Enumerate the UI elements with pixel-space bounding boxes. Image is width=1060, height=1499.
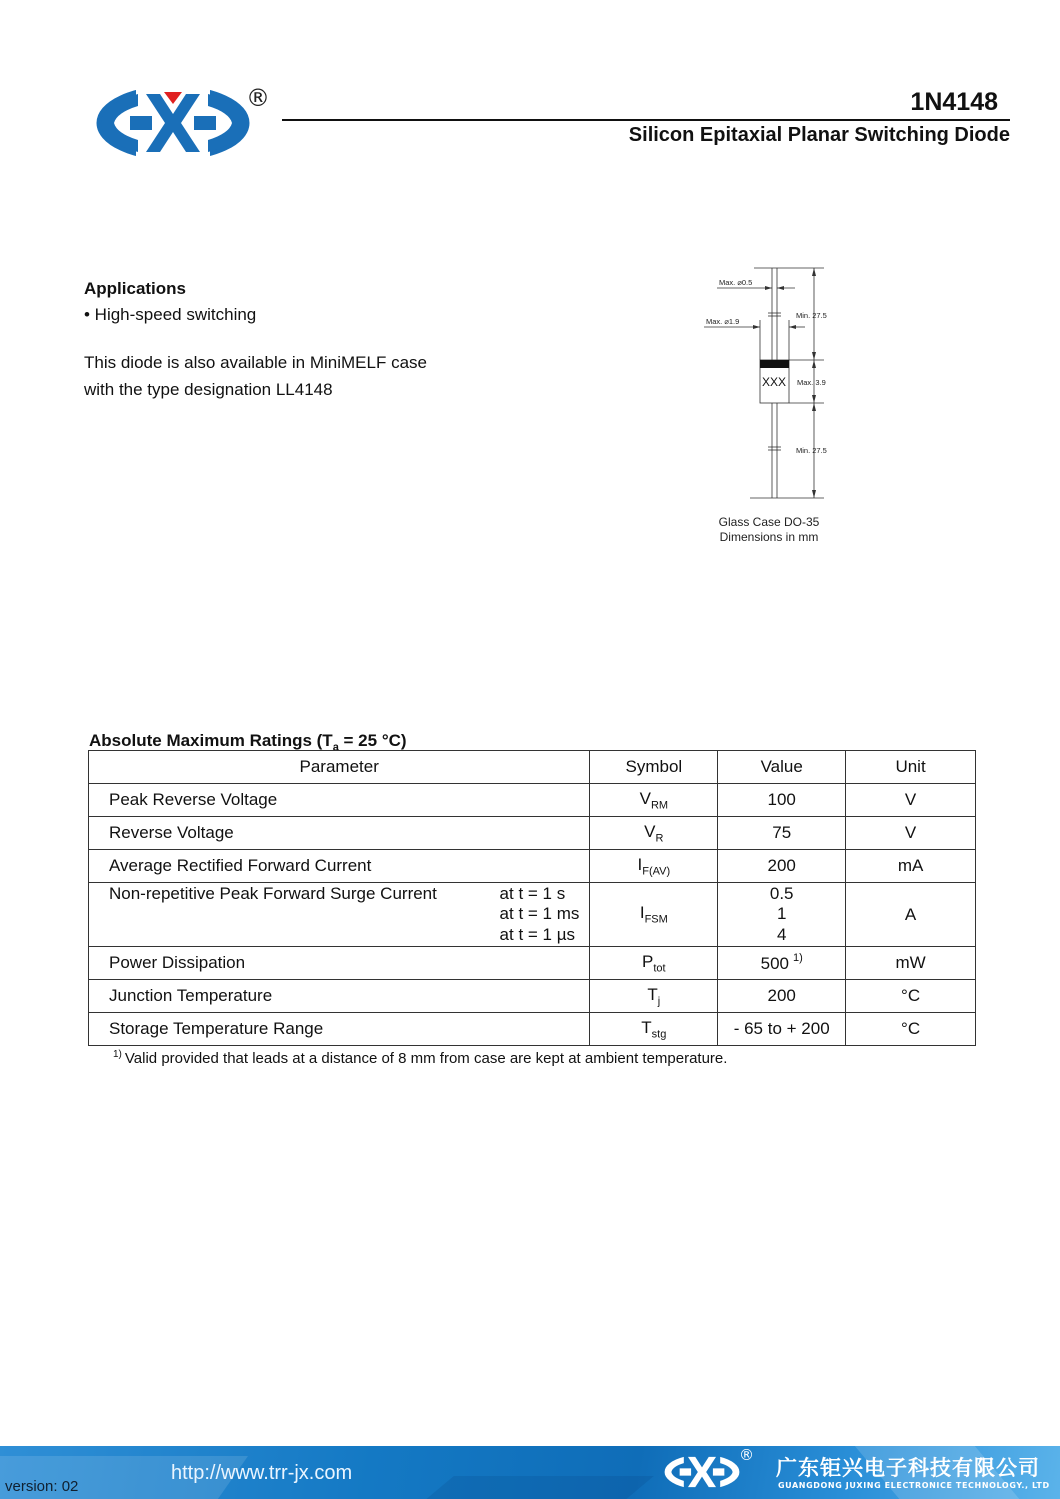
surge-condition: at t = 1 µs bbox=[499, 924, 576, 944]
row-value: 500 $^{1)}$ bbox=[718, 947, 846, 980]
row-symbol: $V_R$ bbox=[590, 817, 718, 850]
footer-logo bbox=[662, 1452, 742, 1492]
minimelf-note-line1: This diode is also available in MiniMELF case bbox=[84, 353, 427, 372]
diagram-caption bbox=[690, 515, 848, 545]
top-lead-length-label: Min. 27.5 bbox=[796, 311, 827, 320]
surge-conditions bbox=[500, 884, 580, 946]
table-row bbox=[89, 1013, 976, 1046]
bottom-lead-length-label: Min. 27.5 bbox=[796, 446, 827, 455]
header-symbol: Symbol bbox=[590, 751, 718, 784]
row-value: 75 bbox=[718, 817, 846, 850]
document-subtitle: Silicon Epitaxial Planar Switching Diode bbox=[628, 124, 1010, 146]
row-value: - 65 to + 200 bbox=[718, 1013, 846, 1046]
body-length-label: Max. 3.9 bbox=[797, 378, 826, 387]
ratings-title-suffix: = 25 °C) bbox=[338, 731, 407, 750]
surge-value: 0.5 bbox=[769, 883, 794, 903]
row-unit: °C bbox=[846, 980, 976, 1013]
version-label: version: 02 bbox=[5, 1478, 79, 1495]
row-parameter bbox=[89, 883, 590, 947]
header-value: Value bbox=[718, 751, 846, 784]
table-header-row bbox=[89, 751, 976, 784]
row-unit: V bbox=[846, 817, 976, 850]
table-row bbox=[89, 947, 976, 980]
row-unit: A bbox=[846, 883, 976, 947]
row-parameter: Average Rectified Forward Current bbox=[89, 850, 590, 883]
footer-banner bbox=[0, 1446, 1060, 1499]
row-unit: mW bbox=[846, 947, 976, 980]
row-unit: V bbox=[846, 784, 976, 817]
table-row bbox=[89, 980, 976, 1013]
row-value: 100 bbox=[718, 784, 846, 817]
lead-diameter-label: Max. ⌀0.5 bbox=[719, 278, 753, 287]
applications-section bbox=[84, 276, 427, 403]
row-parameter: Junction Temperature bbox=[89, 980, 590, 1013]
company-name-chinese: 广东钜兴电子科技有限公司 bbox=[776, 1456, 1040, 1480]
ratings-table bbox=[88, 750, 976, 1046]
table-row bbox=[89, 850, 976, 883]
ratings-title-prefix: Absolute Maximum Ratings (T bbox=[89, 731, 333, 750]
surge-condition: at t = 1 ms bbox=[499, 904, 580, 924]
footnote-text: Valid provided that leads at a distance of 8 mm from case are kept at ambient temperature. bbox=[124, 1050, 728, 1067]
footnote-mark: 1) bbox=[113, 1049, 122, 1060]
registered-mark: ® bbox=[246, 84, 270, 112]
row-symbol: $T_j$ bbox=[590, 980, 718, 1013]
ratings-footnote bbox=[113, 1049, 727, 1067]
row-parameter: Storage Temperature Range bbox=[89, 1013, 590, 1046]
row-symbol: $T_{stg}$ bbox=[590, 1013, 718, 1046]
company-name-english: GUANGDONG JUXING ELECTRONICE TECHNOLOGY., LTD bbox=[778, 1481, 1050, 1490]
ratings-title-sub: a bbox=[332, 741, 339, 754]
website-link[interactable]: http://www.trr-jx.com bbox=[171, 1462, 353, 1484]
diagram-caption-line2: Dimensions in mm bbox=[719, 530, 819, 544]
company-logo bbox=[96, 86, 250, 160]
row-symbol: $V_{RM}$ bbox=[590, 784, 718, 817]
cathode-band bbox=[760, 360, 789, 368]
header-unit: Unit bbox=[846, 751, 976, 784]
row-unit: mA bbox=[846, 850, 976, 883]
footnote-reference: 1) bbox=[792, 952, 803, 964]
row-symbol: $I_{F(AV)}$ bbox=[590, 850, 718, 883]
surge-value: 1 bbox=[776, 904, 787, 924]
minimelf-note-line2: with the type designation LL4148 bbox=[84, 380, 333, 399]
applications-title: Applications bbox=[84, 279, 187, 298]
row-value: 200 bbox=[718, 850, 846, 883]
row-symbol: $I_{FSM}$ bbox=[590, 883, 718, 947]
surge-value: 4 bbox=[776, 924, 787, 944]
row-value bbox=[718, 883, 846, 947]
row-parameter: Reverse Voltage bbox=[89, 817, 590, 850]
row-unit: °C bbox=[846, 1013, 976, 1046]
row-symbol: $P_{tot}$ bbox=[590, 947, 718, 980]
table-row bbox=[89, 784, 976, 817]
surge-condition: at t = 1 s bbox=[499, 883, 566, 903]
header-divider bbox=[282, 119, 1010, 121]
row-parameter: Peak Reverse Voltage bbox=[89, 784, 590, 817]
row-parameter: Power Dissipation bbox=[89, 947, 590, 980]
marking-label: XXX bbox=[762, 375, 787, 389]
minimelf-note bbox=[84, 349, 427, 403]
surge-parameter-label: Non-repetitive Peak Forward Surge Current bbox=[109, 883, 437, 903]
footer-registered-mark: ® bbox=[739, 1446, 754, 1464]
body-diameter-label: Max. ⌀1.9 bbox=[706, 317, 740, 326]
row-value: 200 bbox=[718, 980, 846, 1013]
header-parameter: Parameter bbox=[89, 751, 590, 784]
do35-package-diagram bbox=[690, 260, 860, 510]
part-number: 1N4148 bbox=[910, 88, 998, 116]
applications-item: • High-speed switching bbox=[84, 305, 257, 324]
diagram-caption-line1: Glass Case DO-35 bbox=[718, 515, 820, 529]
table-row bbox=[89, 817, 976, 850]
table-row bbox=[89, 883, 976, 947]
